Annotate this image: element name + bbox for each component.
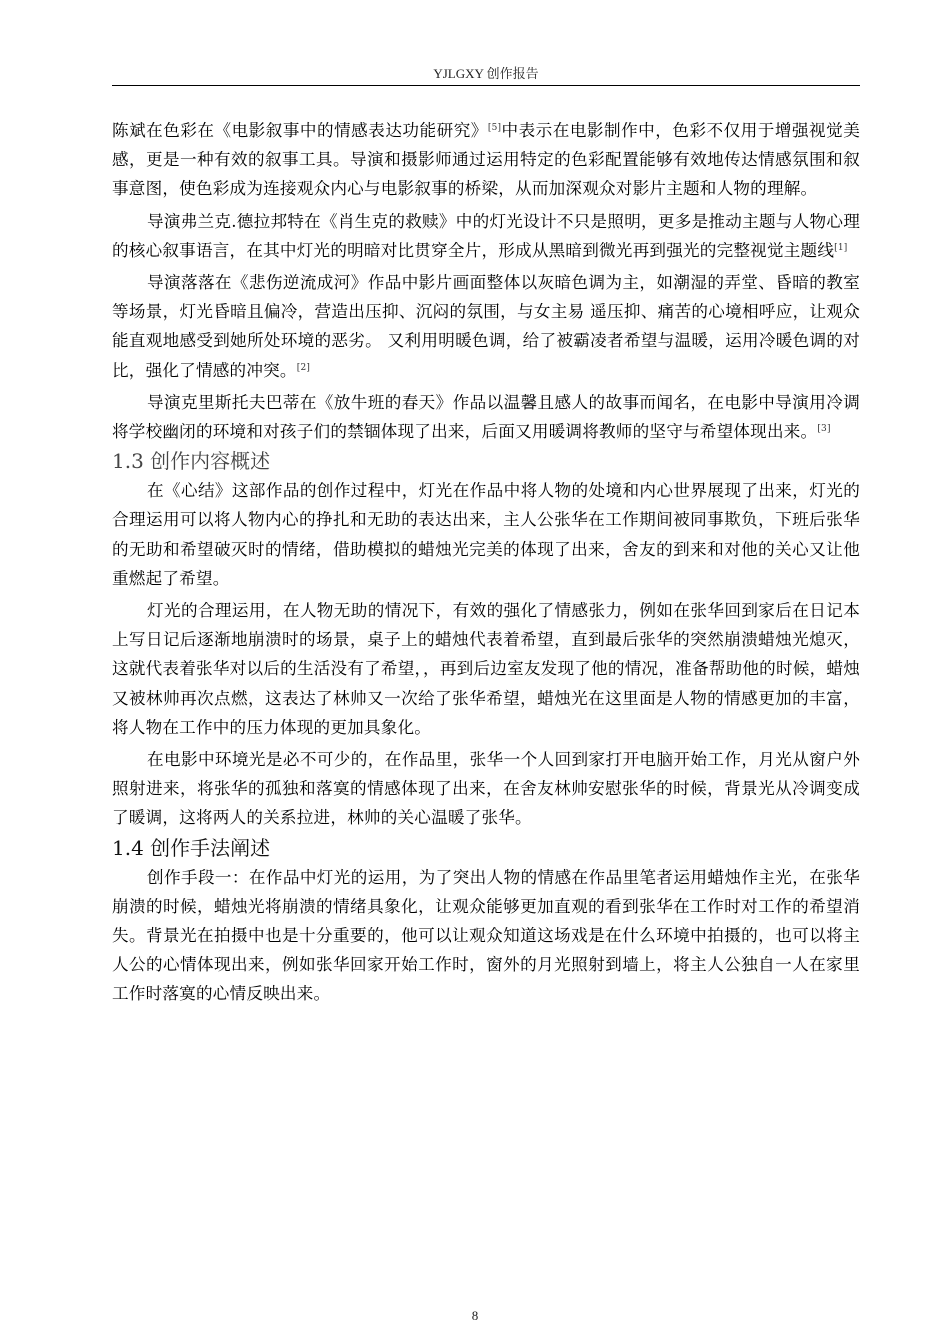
paragraph-chorus [112, 388, 860, 446]
paragraph-text: 导演落落在《悲伤逆流成河》作品中影片画面整体以灰暗色调为主，如潮湿的弄堂、昏暗的教室等场景，灯光昏暗且偏冷，营造出压抑、沉闷的氛围，与女主易 遥压抑、痛苦的心境相呼应，让观众能直观地感受到她所处环境的恶劣。 又利用明暖色调，给了被霸凌者希望与温暖，运用冷暖色调的对比，强化了情感的冲突。 [112, 273, 860, 380]
body-content [112, 116, 860, 1009]
paragraph-text: 陈斌在色彩在《电影叙事中的情感表达功能研究》 [112, 121, 488, 140]
citation-ref: [2] [296, 362, 311, 373]
paragraph-ambient-light: 在电影中环境光是必不可少的，在作品里，张华一个人回到家打开电脑开始工作，月光从窗户外照射进来，将张华的孤独和落寞的情感体现了出来，在舍友林帅安慰张华的时候，背景光从冷调变成了暖调，这将两人的关系拉进，林帅的关心温暖了张华。 [112, 750, 860, 828]
section-heading-1-4: 1.4 创作手法阐述 [112, 835, 271, 860]
citation-ref: [5] [487, 123, 502, 133]
paragraph-text: 中表示在电影制作中，色彩不仅用于增强视觉美感，更是一种有效的叙事工具。导演和摄影师通过运用特定的色彩配置能够有效地传达情感氛围和叙事意图，使色彩成为连接观众内心与电影叙事的桥梁，从而加深观众对影片主题和人物的理解。 [112, 121, 860, 199]
header-rule [112, 85, 860, 86]
paragraph-text: 导演弗兰克.德拉邦特在《肖生克的救赎》中的灯光设计不只是照明，更多是推动主题与人物心理的核心叙事语言，在其中灯光的明暗对比贯穿全片，形成从黑暗到微光再到强光的完整视觉主题线 [112, 211, 860, 260]
section-heading-1-3: 1.3 创作内容概述 [112, 449, 271, 474]
paragraph-technique-one: 创作手段一：在作品中灯光的运用，为了突出人物的情感在作品里笔者运用蜡烛作主光，在张华崩溃的时候，蜡烛光将崩溃的情绪具象化，让观众能够更加直观的看到张华在工作时对工作的希望消失。背景光在拍摄中也是十分重要的，他可以让观众知道这场戏是在什么环境中拍摄的，也可以将主人公的心情体现出来，例如张华回家开始工作时，窗外的月光照射到墙上，将主人公独自一人在家里工作时落寞的心情反映出来。 [112, 867, 860, 1004]
citation-ref: [3] [817, 424, 831, 435]
paragraph-color-research [112, 116, 860, 204]
running-header: YJLGXY 创作报告 [433, 66, 539, 81]
paragraph-text: 导演克里斯托夫巴蒂在《放牛班的春天》作品以温馨且感人的故事而闻名，在电影中导演用冷调将学校幽闭的环境和对孩子们的禁锢体现了出来，后面又用暖调将教师的坚守与希望体现出来。 [112, 392, 860, 442]
paragraph-sad-river [112, 268, 860, 385]
paragraph-candle-light: 灯光的合理运用，在人物无助的情况下，有效的强化了情感张力，例如在张华回到家后在日记本上写日记后逐渐地崩溃时的场景，桌子上的蜡烛代表着希望，直到最后张华的突然崩溃蜡烛光熄灭，这就代表着张华对以后的生活没有了希望，，再到后边室友发现了他的情况，准备帮助他的时候，蜡烛又被林帅再次点燃，这表达了林帅又一次给了张华希望，蜡烛光在这里面是人物的情感更加的丰富，将人物在工作中的压力体现的更加具象化。 [112, 601, 860, 737]
paragraph-content-overview: 在《心结》这部作品的创作过程中，灯光在作品中将人物的处境和内心世界展现了出来，灯光的合理运用可以将人物内心的挣扎和无助的表达出来，主人公张华在工作期间被同事欺负，下班后张华的无助和希望破灭时的情绪，借助模拟的蜡烛光完美的体现了出来，舍友的到来和对他的关心又让他重燃起了希望。 [112, 481, 860, 588]
paragraph-shawshank [112, 207, 860, 265]
citation-ref: [1] [834, 242, 848, 253]
page-number: 8 [471, 1308, 479, 1323]
